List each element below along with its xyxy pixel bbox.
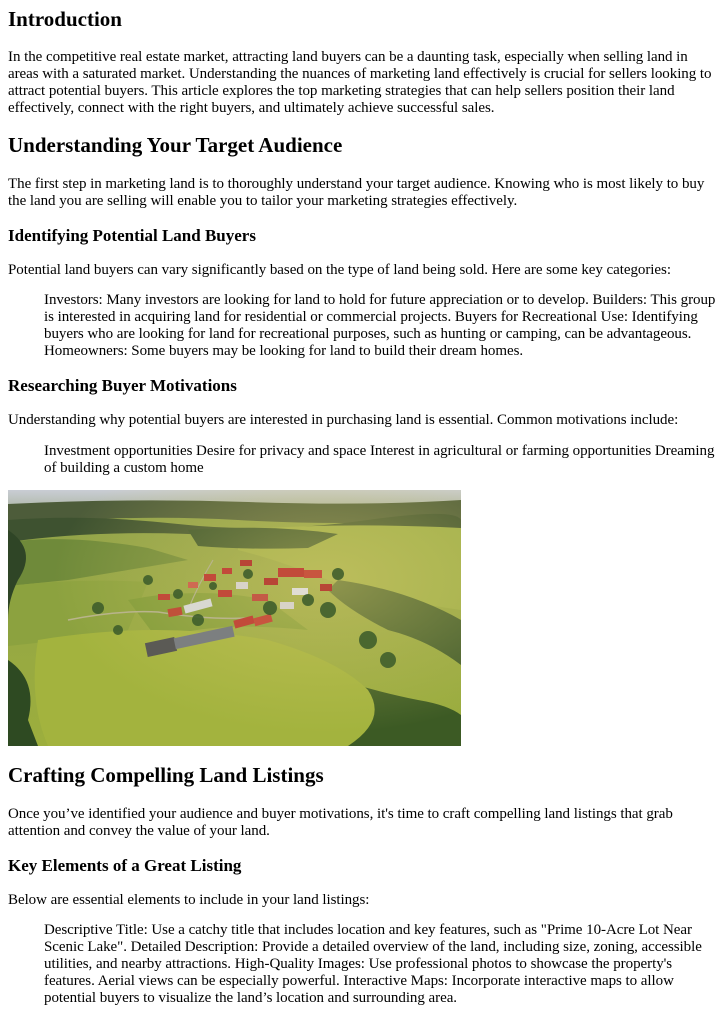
audience-heading: Understanding Your Target Audience [8, 133, 343, 157]
buyers-subheading: Identifying Potential Land Buyers [8, 226, 256, 245]
intro-paragraph: In the competitive real estate market, attracting land buyers can be a daunting task, especially when selling land in areas with a saturated market. Understanding the nuances of marketing land effectively is crucial for sellers looking to attract potential buyers. This article explores the top marketing strategies that can help sellers position their land effectively, connect with the right buyers, and ultimately achieve successful sales. [8, 49, 712, 116]
motivations-subheading: Researching Buyer Motivations [8, 376, 237, 395]
listing-subheading: Key Elements of a Great Listing [8, 856, 242, 875]
aerial-village-photo [8, 490, 461, 746]
listing-blockquote: Descriptive Title: Use a catchy title that includes location and key features, such as "Prime 10-Acre Lot Near Scenic Lake". Detailed Description: Provide a detailed overview of the land, including size, zoning, accessible utilities, and nearby attractions. High-Quality Images: Use professional photos to showcase the property's features. Aerial views can be especially powerful. Interactive Maps: Incorporate interactive maps to allow potential buyers to visualize the land’s location and surrounding area. [44, 922, 702, 1006]
intro-heading: Introduction [8, 7, 122, 31]
listing-paragraph: Below are essential elements to include in your land listings: [8, 892, 370, 908]
motivations-paragraph: Understanding why potential buyers are interested in purchasing land is essential. Common motivations include: [8, 412, 679, 428]
audience-paragraph: The first step in marketing land is to thoroughly understand your target audience. Knowing who is most likely to buy the land you are selling will enable you to tailor your marketing strategies effectively. [8, 176, 705, 209]
crafting-heading: Crafting Compelling Land Listings [8, 763, 324, 787]
buyers-paragraph: Potential land buyers can vary significantly based on the type of land being sold. Here are some key categories: [8, 262, 671, 278]
crafting-paragraph: Once you’ve identified your audience and buyer motivations, it's time to craft compelling land listings that grab attention and convey the value of your land. [8, 806, 673, 839]
motivations-blockquote: Investment opportunities Desire for privacy and space Interest in agricultural or farming opportunities Dreaming of building a custom home [44, 443, 715, 476]
buyers-blockquote: Investors: Many investors are looking for land to hold for future appreciation or to develop. Builders: This group is interested in acquiring land for residential or commercial projects. Buyers for Recreational Use: Identifying buyers who are looking for land for recreational purposes, such as hunting or camping, can be advantageous. Homeowners: Some buyers may be looking for land to build their dream homes. [44, 292, 716, 359]
